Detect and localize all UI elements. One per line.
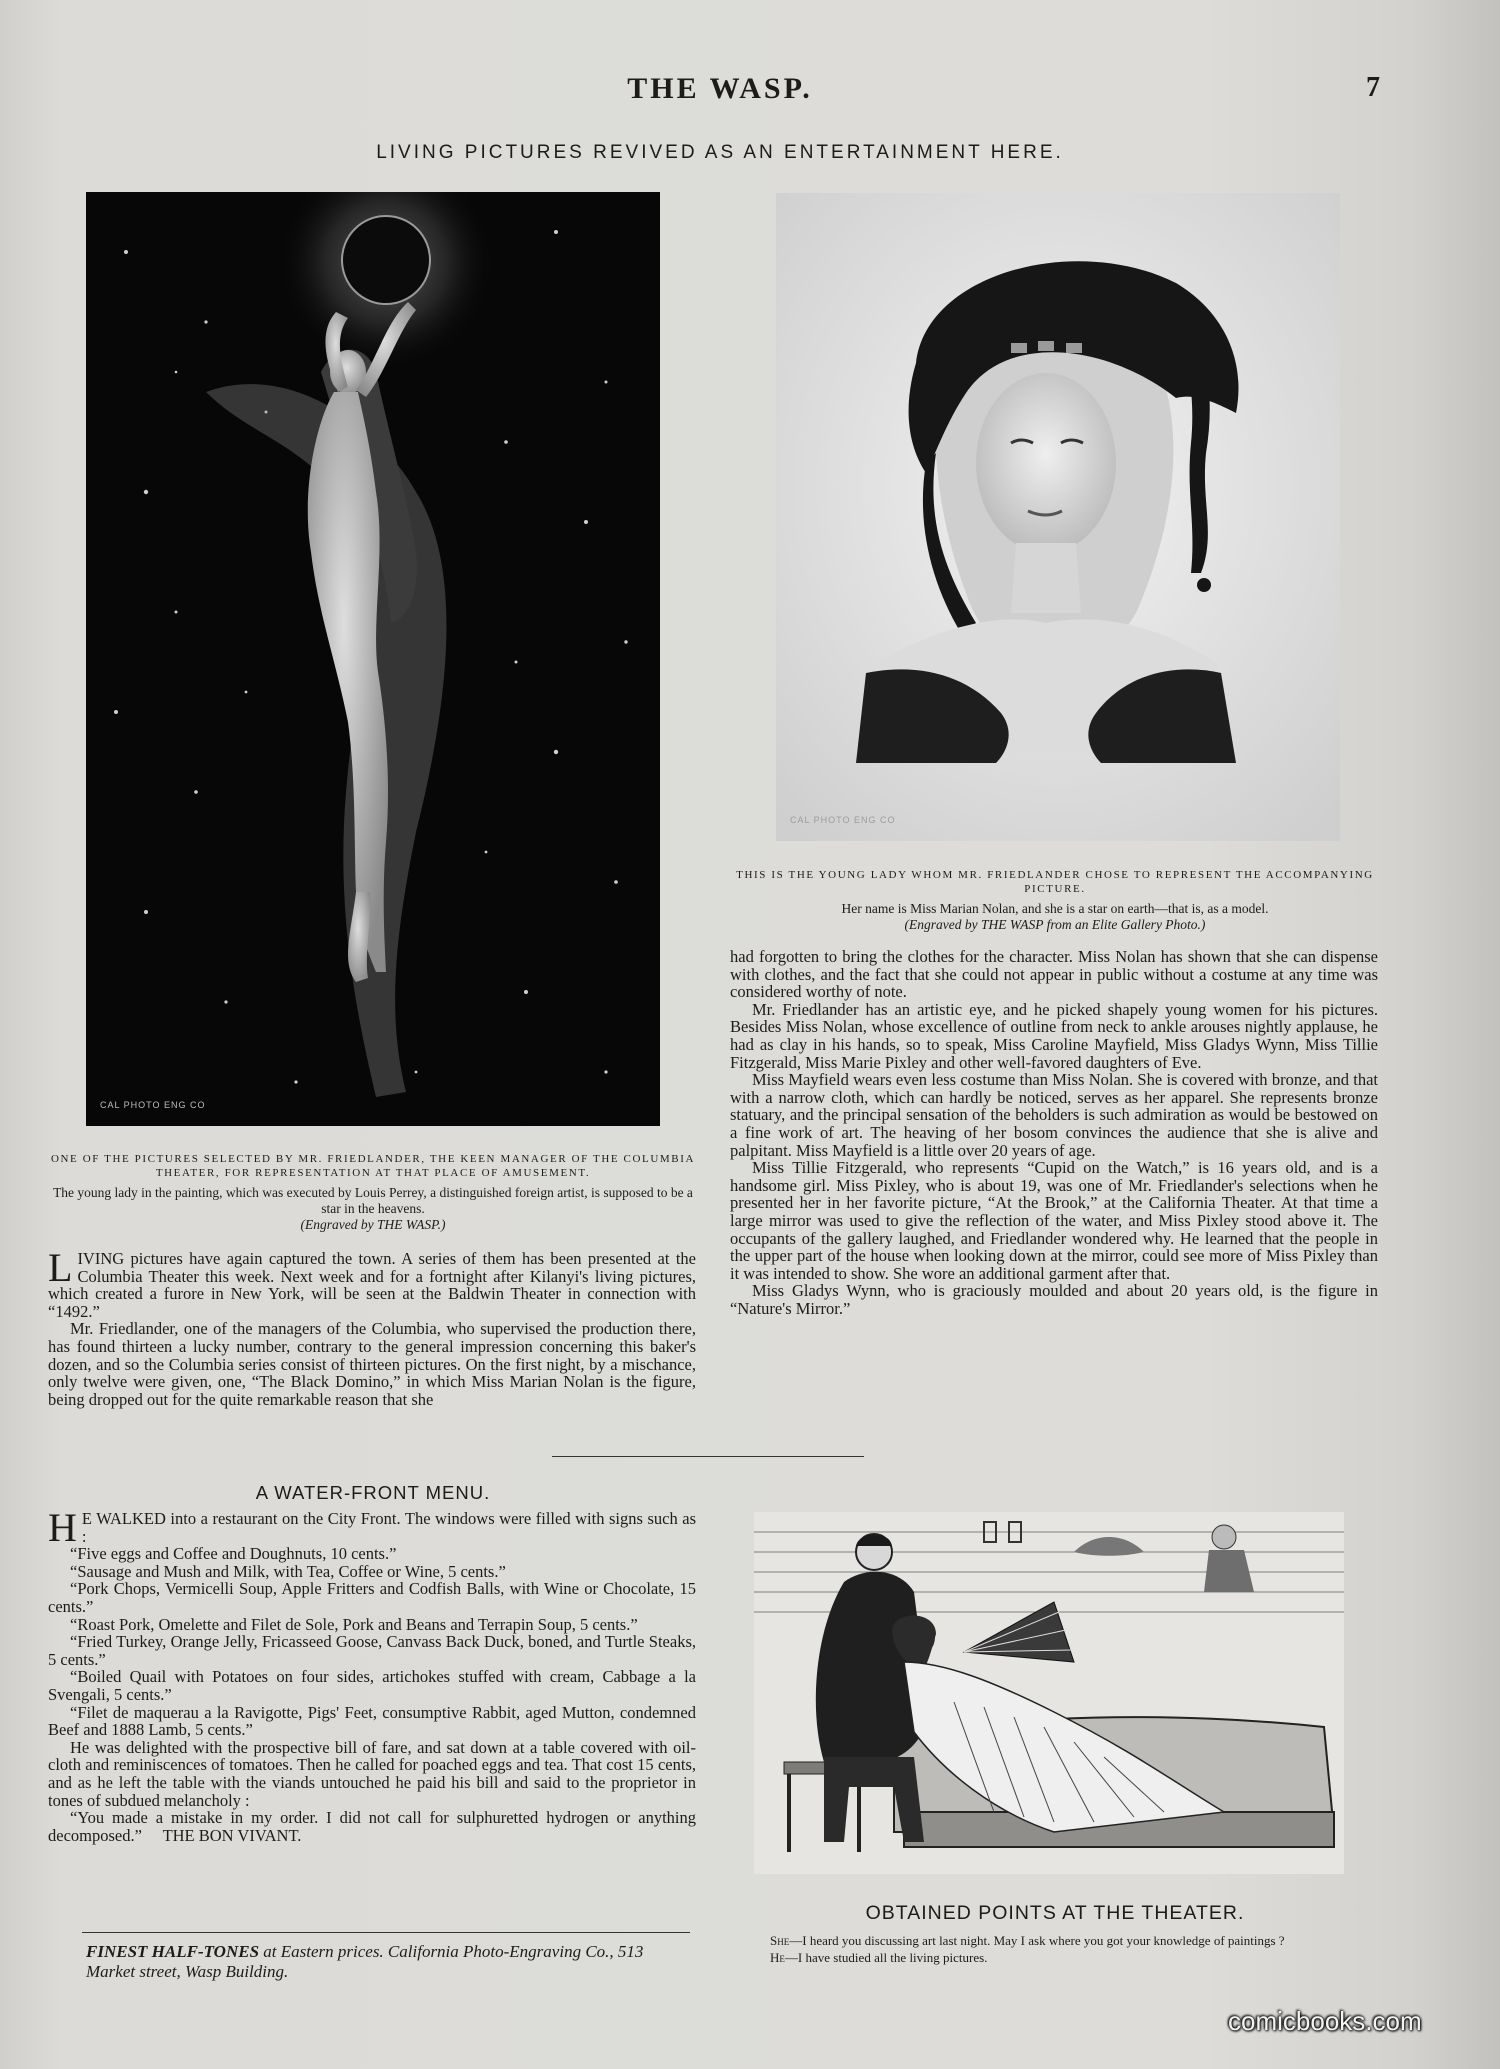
- article-paragraph: Mr. Friedlander has an artistic eye, and he picked shapely young women for his pictures. Besides Miss Nolan, whose excellence of outline from neck to ankle arouses nightly applause, he had as clay in his hands, so to speak, Miss Caroline Mayfield, Miss Gladys Wynn, Miss Tillie Fitzgerald, Miss Marie Pixley and other well-favored daughters of Eve.: [730, 999, 1378, 1072]
- right-caption-title: THIS IS THE YOUNG LADY WHOM MR. FRIEDLANDER CHOSE TO REPRESENT THE ACCOMPANYING PICTURE.: [736, 869, 1374, 895]
- model-portrait-image: [776, 193, 1340, 841]
- drop-cap-h: H: [48, 1505, 77, 1550]
- theater-cartoon-image: [754, 1512, 1344, 1874]
- cartoon-caption: [730, 1932, 1380, 1966]
- menu-outro: He was delighted with the prospective bill of fare, and sat down at a table covered with oil-cloth and reminiscences of tomatoes. Then he called for poached eggs and tea. That cost 15 cents, and as he left the table with the viands untouched he paid his bill and said to the proprietor in tones of subdued melancholy :: [48, 1737, 696, 1810]
- halftone-advertisement: [86, 1942, 692, 1982]
- menu-item: “Sausage and Mush and Milk, with Tea, Coffee or Wine, 5 cents.”: [70, 1561, 506, 1581]
- theater-cartoon-drawing: [754, 1512, 1344, 1874]
- menu-item: “Roast Pork, Omelette and Filet de Sole, Pork and Beans and Terrapin Soup, 5 cents.”: [70, 1614, 638, 1634]
- ad-divider: [82, 1932, 690, 1933]
- menu-item: “Boiled Quail with Potatoes on four sides, artichokes stuffed with cream, Cabbage a la Svengali, 5 cents.”: [48, 1667, 696, 1704]
- left-figure-caption: [48, 1152, 698, 1233]
- article-paragraph: Miss Gladys Wynn, who is graciously moulded and about 20 years old, is the figure in “Nature's Mirror.”: [730, 1281, 1378, 1318]
- cartoon-he-line: He—I have studied all the living pictures.: [770, 1950, 988, 1965]
- ad-text: at Eastern prices. California Photo-Engraving Co., 513 Market street, Wasp Building.: [86, 1942, 644, 1981]
- left-caption-engraved: (Engraved by THE WASP.): [300, 1217, 446, 1232]
- engraver-mark-right: CAL PHOTO ENG CO: [790, 815, 896, 825]
- menu-signature: THE BON VIVANT.: [162, 1825, 302, 1845]
- menu-item: “Filet de maquerau a la Ravigotte, Pigs' Feet, consumptive Rabbit, aged Mutton, condemned Beef and 1888 Lamb, 5 cents.”: [48, 1702, 696, 1740]
- left-caption-text: The young lady in the painting, which was executed by Louis Perrey, a distinguished foreign artist, is supposed to be a star in the heavens.: [53, 1185, 693, 1216]
- section-divider: [552, 1456, 864, 1457]
- left-caption-title: ONE OF THE PICTURES SELECTED BY MR. FRIEDLANDER, THE KEEN MANAGER OF THE COLUMBIA THEATER, FOR REPRESENTATION AT THAT PLACE OF AMUSEMENT.: [50, 1153, 696, 1179]
- masthead: THE WASP.: [627, 72, 813, 105]
- star-painting-image: [86, 192, 660, 1126]
- article-paragraph: Miss Mayfield wears even less costume than Miss Nolan. She is covered with bronze, and that with a narrow cloth, which can hardly be noticed, serves as her apparel. She represents bronze statuary, and the principal sensation of the beholders is such admiration as would be bestowed on a fine work of art. The heaving of her bosom convinces the audience that she is alive and palpitant. Miss Mayfield is a little over 20 years of age.: [730, 1070, 1378, 1160]
- right-caption-engraved: (Engraved by THE WASP from an Elite Gallery Photo.): [904, 917, 1206, 932]
- right-figure-caption: [730, 868, 1380, 933]
- menu-item: “Five eggs and Coffee and Doughnuts, 10 cents.”: [70, 1544, 397, 1564]
- menu-story-title: A WATER-FRONT MENU.: [255, 1482, 491, 1503]
- cartoon-she-line: She—I heard you discussing art last night. May I ask where you got your knowledge of paintings ?: [770, 1933, 1285, 1948]
- menu-intro: H E WALKED into a restaurant on the City Front. The windows were filled with signs such as :: [48, 1505, 696, 1550]
- ad-emphasis: FINEST HALF-TONES: [86, 1942, 260, 1961]
- menu-story-column: [48, 1505, 696, 1845]
- article-headline: LIVING PICTURES REVIVED AS AN ENTERTAINMENT HERE.: [376, 142, 1064, 163]
- right-caption-text: Her name is Miss Marian Nolan, and she is a star on earth—that is, as a model.: [841, 901, 1269, 916]
- page-number: 7: [1366, 72, 1380, 103]
- drop-cap-l: L: [48, 1245, 73, 1290]
- article-paragraph: LIVING pictures have again captured the town. A series of them has been presented at the Columbia Theater this week. Next week and for a fortnight after Kilanyi's living pictures, which created a furore in New York, will be seen at the Baldwin Theater in connection with “1492.”: [48, 1245, 696, 1321]
- cartoon-title: OBTAINED POINTS AT THE THEATER.: [865, 1902, 1245, 1924]
- article-column-left: [48, 1245, 696, 1409]
- menu-item: “Pork Chops, Vermicelli Soup, Apple Fritters and Codfish Balls, with Wine or Chocolate, 15 cents.”: [48, 1579, 696, 1616]
- model-portrait-drawing: [776, 193, 1340, 841]
- menu-last-line: “You made a mistake in my order. I did not call for sulphuretted hydrogen or anything decomposed.” THE BON VIVANT.: [48, 1808, 696, 1845]
- site-watermark: comicbooks.com: [1228, 2006, 1422, 2036]
- article-column-right: [730, 948, 1378, 1317]
- star-painting-drawing: [86, 192, 660, 1126]
- article-paragraph: Miss Tillie Fitzgerald, who represents “Cupid on the Watch,” is 16 years old, and is a handsome girl. Miss Pixley, who is about 19, was one of Mr. Friedlander's selections when he presented her in her favorite picture, “At the Brook,” at the California Theater. At that time a large mirror was used to give the reflection of the water, and Miss Pixley stood above it. The occupants of the gallery laughed, and Friedlander wondered why. He learned that the people in the upper part of the house when looking down at the mirror, could see more of Miss Pixley than it was intended to show. She wore an additional garment after that.: [730, 1158, 1378, 1283]
- article-paragraph: had forgotten to bring the clothes for the character. Miss Nolan has shown that she can dispense with clothes, and the fact that she could not appear in public without a costume at any time was considered worthy of note.: [730, 947, 1378, 1002]
- article-paragraph: Mr. Friedlander, one of the managers of the Columbia, who supervised the production there, has found thirteen a lucky number, contrary to the general impression concerning this baker's dozen, and so the Columbia series consist of thirteen pictures. On the first night, by a mischance, only twelve were given, one, “The Black Domino,” in which Miss Marian Nolan is the figure, being dropped out for the quite remarkable reason that she: [48, 1319, 696, 1409]
- menu-item: “Fried Turkey, Orange Jelly, Fricasseed Goose, Canvass Back Duck, boned, and Turtle Steaks, 5 cents.”: [48, 1632, 696, 1669]
- engraver-mark-left: CAL PHOTO ENG CO: [100, 1100, 206, 1110]
